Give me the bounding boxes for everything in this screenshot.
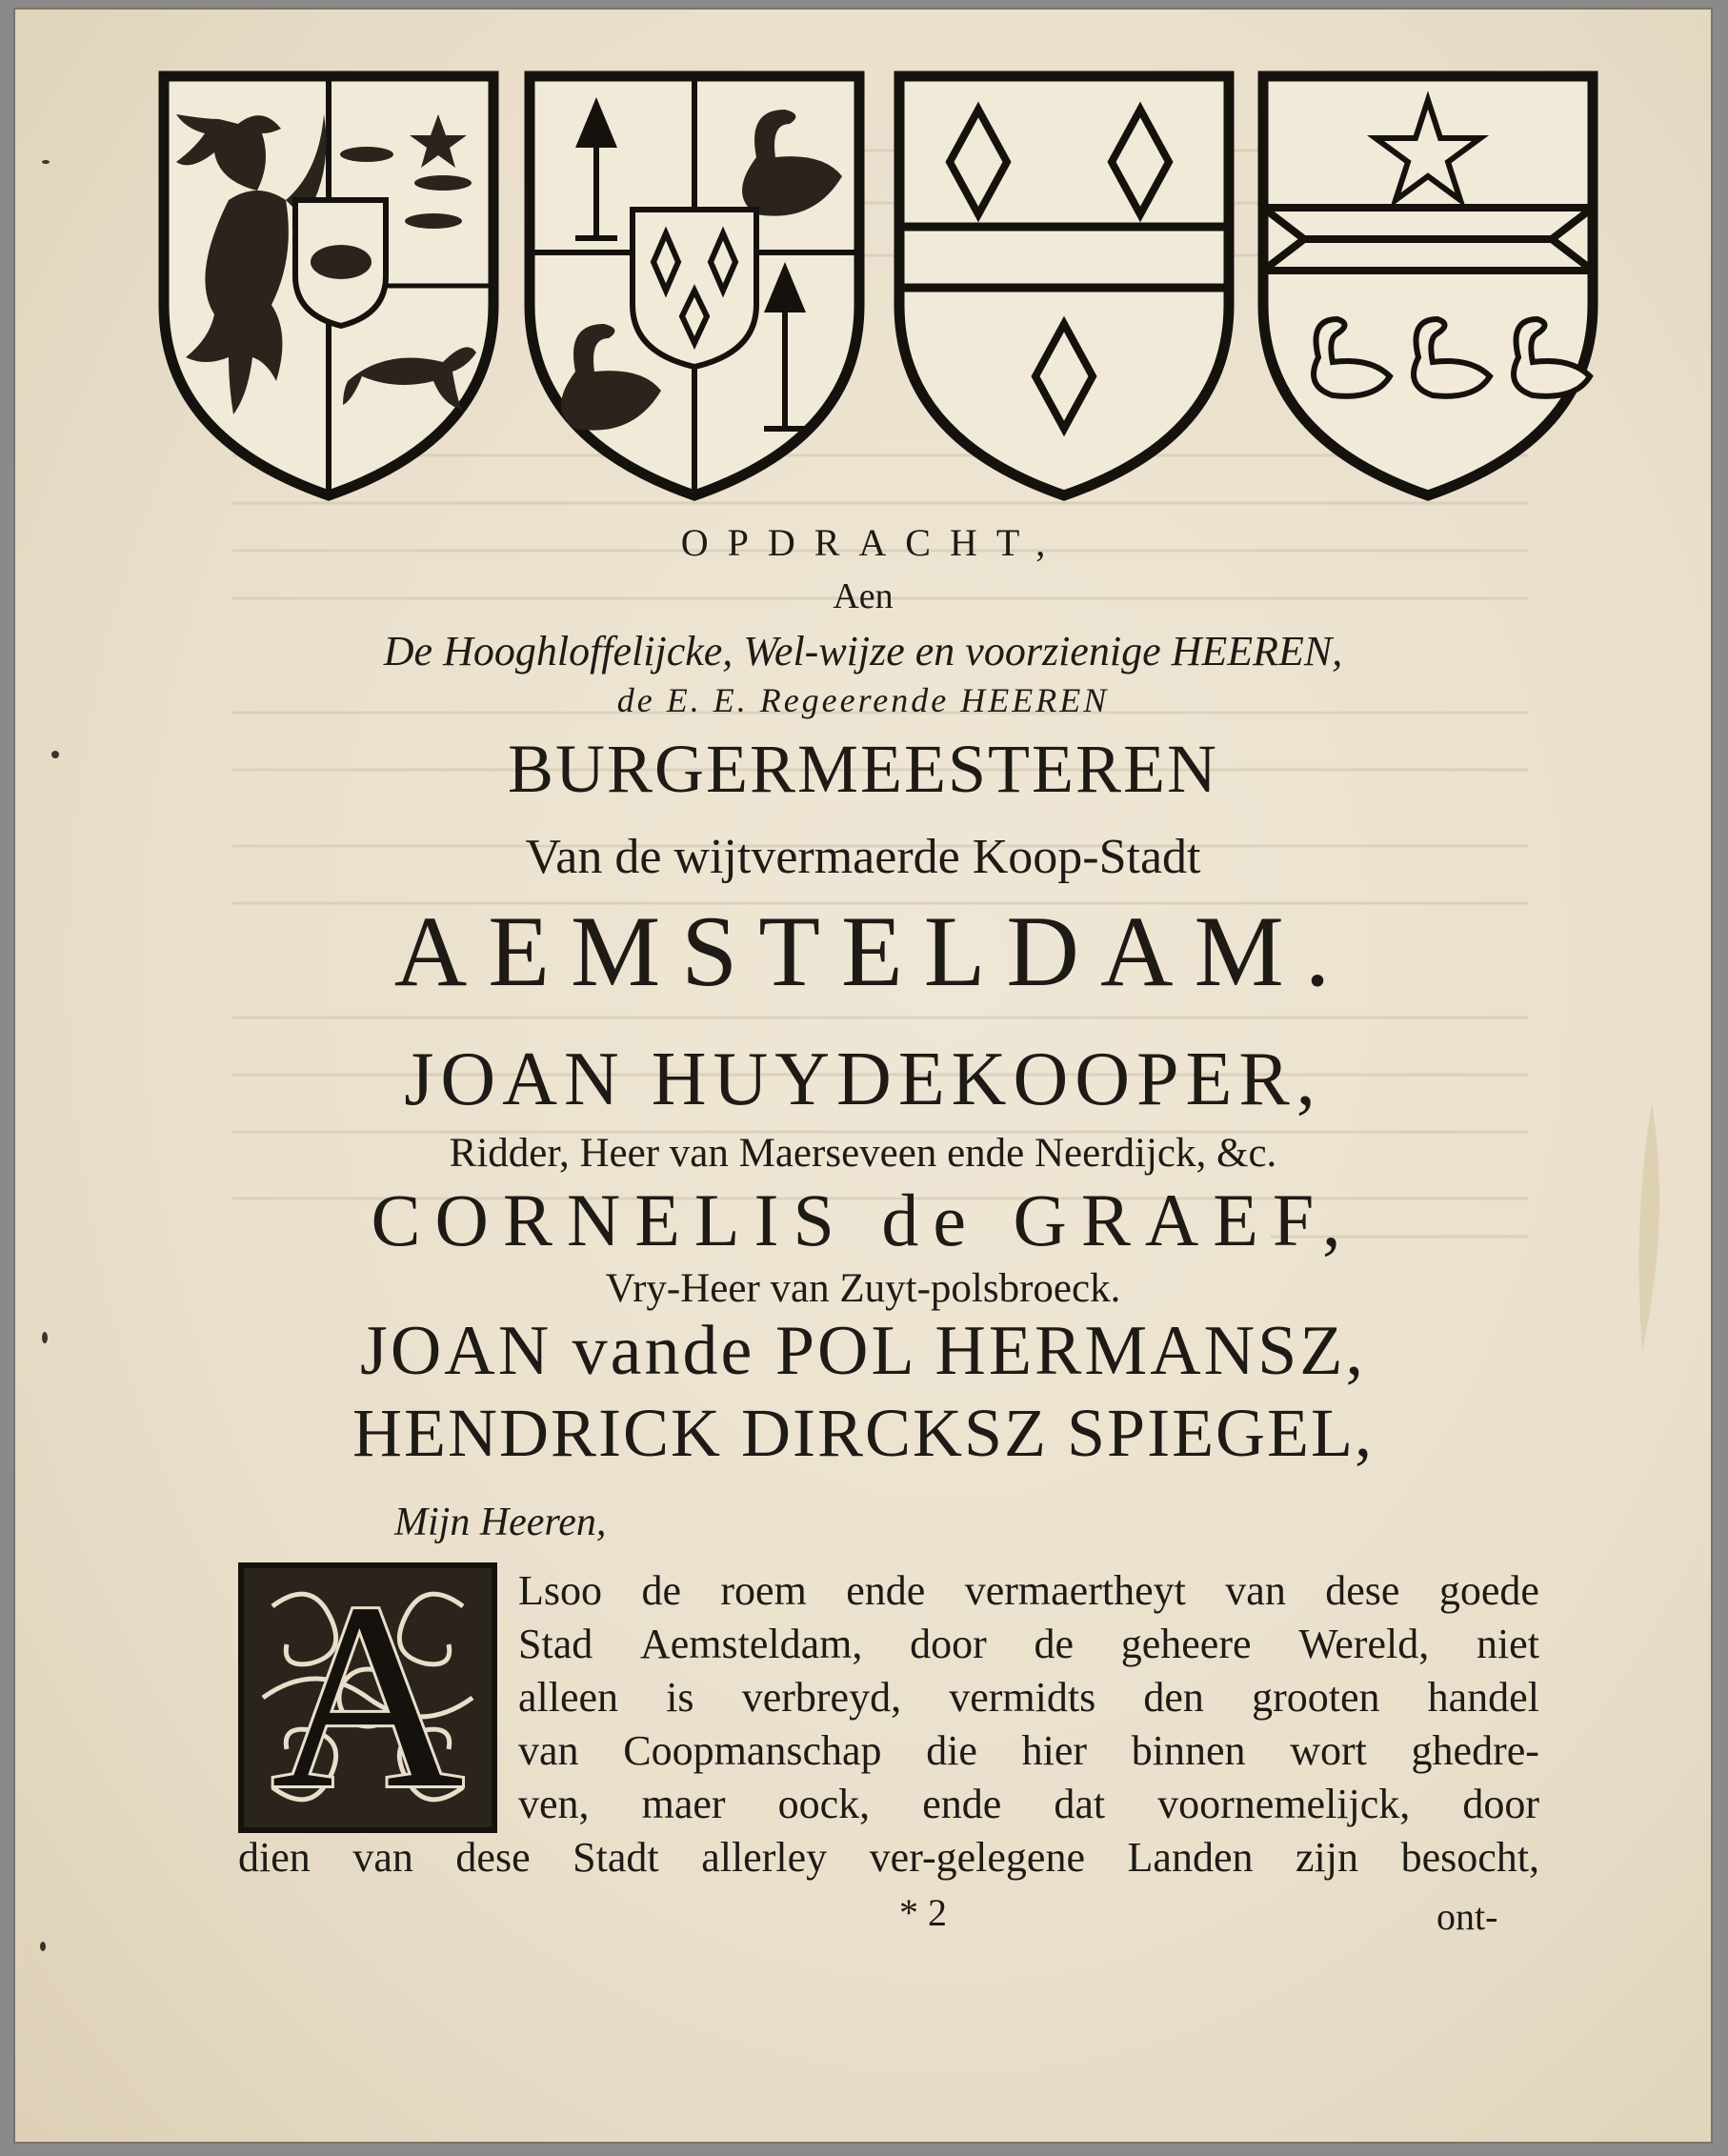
burgomaster-title-1: Ridder, Heer van Maerseveen ende Neerdijck, &c.: [449, 1131, 1277, 1176]
body-word: dese: [455, 1834, 531, 1881]
body-word: Stad: [518, 1621, 593, 1667]
burgomaster-title-2: Vry-Heer van Zuyt-polsbroeck.: [605, 1266, 1121, 1311]
body-word: de: [641, 1567, 681, 1614]
addressee-line-2: de E. E. Regeerende HEEREN: [616, 681, 1110, 719]
body-word: goede: [1438, 1567, 1539, 1614]
body-word: ende: [922, 1781, 1002, 1827]
body-word: den: [1143, 1674, 1204, 1721]
dedication-heading: OPDRACHT,: [680, 521, 1065, 564]
body-word: alleen: [518, 1674, 619, 1721]
ink-speck: [51, 751, 59, 758]
drop-cap-ornament: [238, 1547, 497, 1844]
dedication-to: Aen: [833, 576, 894, 616]
body-word: ver-gelegene: [869, 1834, 1085, 1881]
body-word: ghedre-: [1411, 1727, 1539, 1774]
body-word: oock,: [777, 1781, 871, 1827]
body-word: Stadt: [573, 1834, 659, 1881]
body-word: binnen: [1131, 1727, 1246, 1774]
body-word: dese: [1325, 1567, 1400, 1614]
ink-speck: [42, 160, 50, 164]
body-word: roem: [720, 1567, 807, 1614]
body-word: door: [910, 1621, 987, 1667]
star-geese-shield-icon: [1252, 67, 1604, 505]
ink-speck: [42, 1332, 48, 1343]
addressee-line-1: De Hooghloffelijcke, Wel-wijze en voorzienige HEEREN,: [383, 628, 1343, 675]
body-line-4: [518, 1726, 1539, 1775]
body-word: allerley: [701, 1834, 828, 1881]
catchword: ont-: [1437, 1895, 1498, 1938]
arrows-swans-shield-icon: [518, 67, 871, 505]
body-word: Landen: [1127, 1834, 1254, 1881]
body-word: vermaertheyt: [964, 1567, 1186, 1614]
body-word: verbreyd,: [741, 1674, 902, 1721]
body-line-1: [518, 1566, 1539, 1615]
ink-speck: [40, 1942, 46, 1951]
body-word: maer: [641, 1781, 726, 1827]
lozenges-shield-icon: [888, 67, 1240, 505]
body-word: Aemsteldam,: [639, 1621, 863, 1667]
body-line-2: [518, 1620, 1539, 1668]
body-word: van: [518, 1727, 579, 1774]
body-word: van: [352, 1834, 413, 1881]
body-word: vermidts: [949, 1674, 1096, 1721]
body-line-3: [518, 1673, 1539, 1722]
burgomaster-name-1: JOAN HUYDEKOOPER,: [404, 1038, 1322, 1121]
body-line-5: [518, 1780, 1539, 1828]
signature-mark: * 2: [899, 1891, 947, 1934]
body-word: besocht,: [1400, 1834, 1539, 1881]
body-word: die: [926, 1727, 977, 1774]
body-word: ven,: [518, 1781, 590, 1827]
body-word: niet: [1476, 1621, 1539, 1667]
body-line-6: [238, 1833, 1539, 1882]
body-word: wort: [1290, 1727, 1367, 1774]
drop-cap-letter: A: [271, 1547, 465, 1844]
office-title: BURGERMEESTEREN: [507, 731, 1219, 807]
body-word: geheere: [1120, 1621, 1252, 1667]
body-word: zijn: [1296, 1834, 1359, 1881]
document-page: [13, 8, 1713, 2144]
body-word: voornemelijck,: [1157, 1781, 1411, 1827]
body-word: Wereld,: [1298, 1621, 1430, 1667]
body-word: hier: [1021, 1727, 1088, 1774]
body-word: Coopmanschap: [623, 1727, 882, 1774]
body-word: door: [1462, 1781, 1539, 1827]
phoenix-shield-icon: [152, 67, 505, 505]
body-word: grooten: [1252, 1674, 1380, 1721]
burgomaster-name-4: HENDRICK DIRCKSZ SPIEGEL,: [352, 1395, 1375, 1471]
city-description: Van de wijtvermaerde Koop-Stadt: [525, 830, 1201, 884]
body-word: handel: [1427, 1674, 1539, 1721]
city-name: AEMSTELDAM.: [393, 896, 1352, 1007]
burgomaster-name-3: JOAN vande POL HERMANSZ,: [360, 1312, 1366, 1390]
body-word: de: [1034, 1621, 1075, 1667]
salutation: Mijn Heeren,: [394, 1501, 607, 1544]
body-word: is: [666, 1674, 694, 1721]
body-word: Lsoo: [518, 1567, 602, 1614]
body-word: van: [1225, 1567, 1286, 1614]
body-word: dat: [1054, 1781, 1106, 1827]
body-word: ende: [846, 1567, 926, 1614]
burgomaster-name-2: CORNELIS de GRAEF,: [371, 1179, 1356, 1261]
body-word: dien: [238, 1834, 311, 1881]
